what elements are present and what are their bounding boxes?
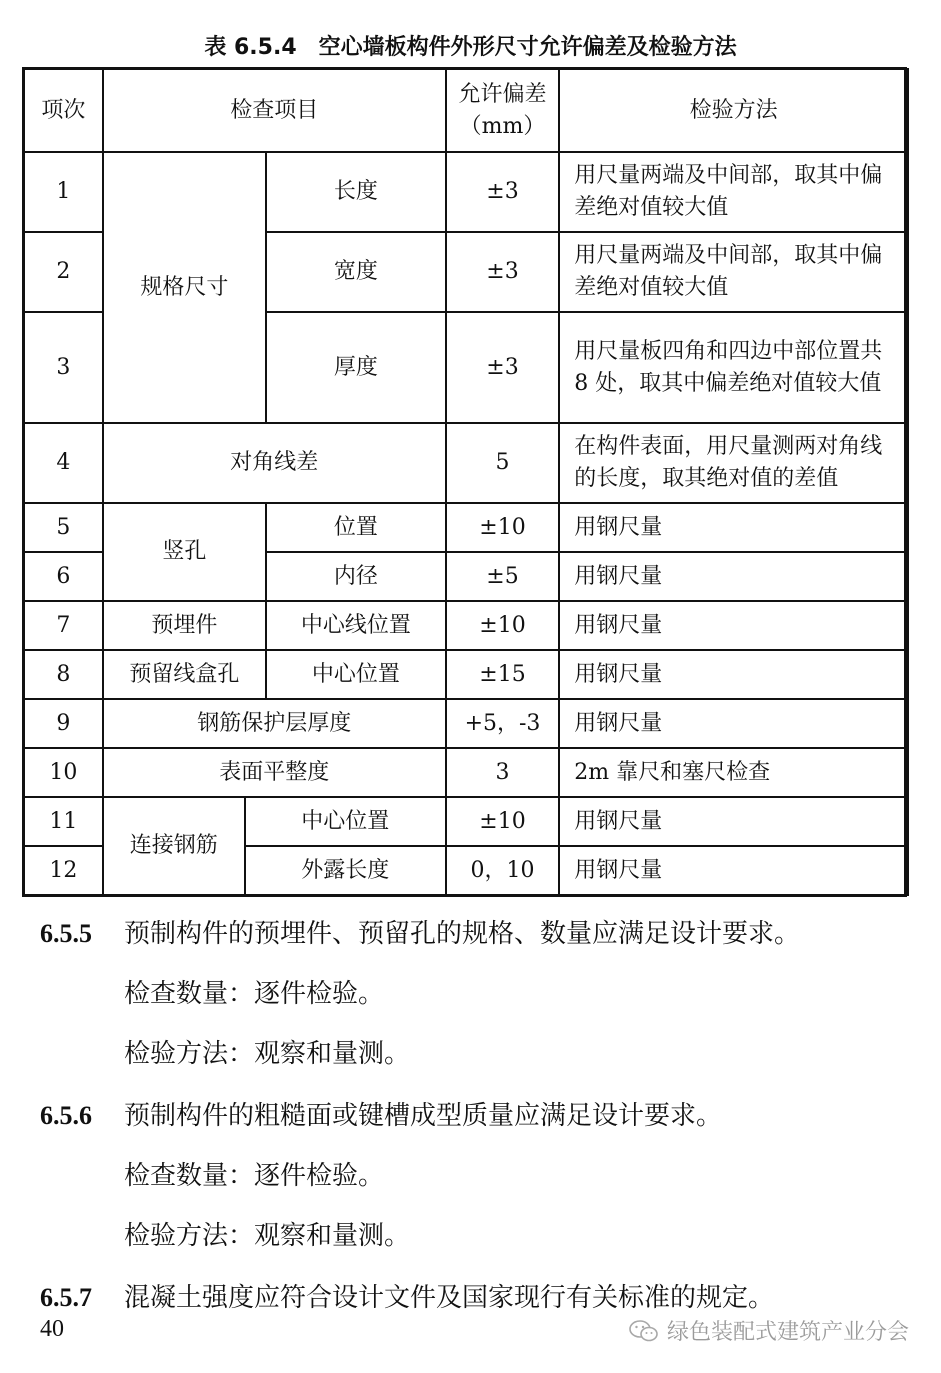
method-cell: 用尺量两端及中间部，取其中偏差绝对值较大值 <box>559 152 908 232</box>
tolerance-cell: ±3 <box>446 152 559 232</box>
tolerance-cell: ±3 <box>446 312 559 423</box>
item-cell: 表面平整度 <box>103 748 446 797</box>
item-cell: 厚度 <box>266 312 446 423</box>
tolerance-cell: 3 <box>446 748 559 797</box>
tolerance-cell: ±3 <box>446 232 559 312</box>
item-cell: 宽度 <box>266 232 446 312</box>
tolerance-cell: ±15 <box>446 650 559 699</box>
row-number: 7 <box>24 601 103 650</box>
table-row <box>24 748 908 797</box>
clause-6-5-5 <box>40 913 800 950</box>
header-cell: 允许偏差（mm） <box>446 69 559 152</box>
row-number: 9 <box>24 699 103 748</box>
watermark-text: 绿色装配式建筑产业分会 <box>666 1320 909 1345</box>
tolerance-cell: +5，-3 <box>446 699 559 748</box>
inspection-quantity: 检查数量：逐件检验。 <box>124 979 385 1009</box>
method-cell: 在构件表面，用尺量测两对角线的长度，取其绝对值的差值 <box>559 423 908 503</box>
watermark <box>629 1315 909 1346</box>
group-cell: 预埋件 <box>103 601 266 650</box>
clause-6-5-7 <box>40 1277 774 1314</box>
method-cell: 用尺量板四角和四边中部位置共 8 处，取其中偏差绝对值较大值 <box>559 312 908 423</box>
clause-number: 6.5.7 <box>40 1283 92 1312</box>
item-cell: 钢筋保护层厚度 <box>103 699 446 748</box>
tolerance-cell: 5 <box>446 423 559 503</box>
row-number: 11 <box>24 797 103 846</box>
tolerance-cell: ±10 <box>446 601 559 650</box>
inspection-method: 检验方法：观察和量测。 <box>124 1039 411 1069</box>
tolerance-table <box>23 68 909 896</box>
item-cell: 对角线差 <box>103 423 446 503</box>
header-cell: 检查项目 <box>103 69 446 152</box>
row-number: 5 <box>24 503 103 552</box>
row-number: 10 <box>24 748 103 797</box>
table-row <box>24 601 908 650</box>
method-cell: 用钢尺量 <box>559 601 908 650</box>
item-cell: 中心线位置 <box>266 601 446 650</box>
row-number: 8 <box>24 650 103 699</box>
item-cell: 长度 <box>266 152 446 232</box>
row-number: 2 <box>24 232 103 312</box>
tolerance-cell: ±5 <box>446 552 559 601</box>
item-cell: 内径 <box>266 552 446 601</box>
clause-number: 6.5.5 <box>40 919 92 948</box>
method-cell: 2m 靠尺和塞尺检查 <box>559 748 908 797</box>
method-cell: 用钢尺量 <box>559 503 908 552</box>
header-cell: 项次 <box>24 69 103 152</box>
row-number: 12 <box>24 846 103 895</box>
table-row <box>24 423 908 503</box>
wechat-icon <box>629 1319 659 1343</box>
table-title: 表 6.5.4 空心墙板构件外形尺寸允许偏差及检验方法 <box>204 35 737 60</box>
table-header-row <box>24 69 908 152</box>
clause-number: 6.5.6 <box>40 1101 92 1130</box>
table-row <box>24 650 908 699</box>
row-number: 3 <box>24 312 103 423</box>
tolerance-cell: ±10 <box>446 503 559 552</box>
inspection-method: 检验方法：观察和量测。 <box>124 1221 411 1251</box>
row-number: 6 <box>24 552 103 601</box>
clause-6-5-6 <box>40 1095 722 1132</box>
page-number: 40 <box>40 1316 64 1342</box>
tolerance-cell: 0，10 <box>446 846 559 895</box>
item-cell: 中心位置 <box>245 797 446 846</box>
table-row <box>24 797 908 846</box>
clause-text: 预制构件的粗糙面或键槽成型质量应满足设计要求。 <box>124 1101 723 1131</box>
method-cell: 用尺量两端及中间部，取其中偏差绝对值较大值 <box>559 232 908 312</box>
group-cell: 连接钢筋 <box>103 797 245 895</box>
item-cell: 外露长度 <box>245 846 446 895</box>
clause-text: 混凝土强度应符合设计文件及国家现行有关标准的规定。 <box>124 1283 775 1313</box>
method-cell: 用钢尺量 <box>559 650 908 699</box>
method-cell: 用钢尺量 <box>559 797 908 846</box>
group-cell: 预留线盒孔 <box>103 650 266 699</box>
group-cell: 规格尺寸 <box>103 152 266 423</box>
table-row <box>24 503 908 552</box>
method-cell: 用钢尺量 <box>559 552 908 601</box>
inspection-quantity: 检查数量：逐件检验。 <box>124 1161 385 1191</box>
method-cell: 用钢尺量 <box>559 699 908 748</box>
row-number: 4 <box>24 423 103 503</box>
tolerance-cell: ±10 <box>446 797 559 846</box>
item-cell: 位置 <box>266 503 446 552</box>
group-cell: 竖孔 <box>103 503 266 601</box>
header-cell: 检验方法 <box>559 69 908 152</box>
method-cell: 用钢尺量 <box>559 846 908 895</box>
table-row <box>24 152 908 232</box>
clause-text: 预制构件的预埋件、预留孔的规格、数量应满足设计要求。 <box>124 919 801 949</box>
item-cell: 中心位置 <box>266 650 446 699</box>
table-row <box>24 699 908 748</box>
row-number: 1 <box>24 152 103 232</box>
